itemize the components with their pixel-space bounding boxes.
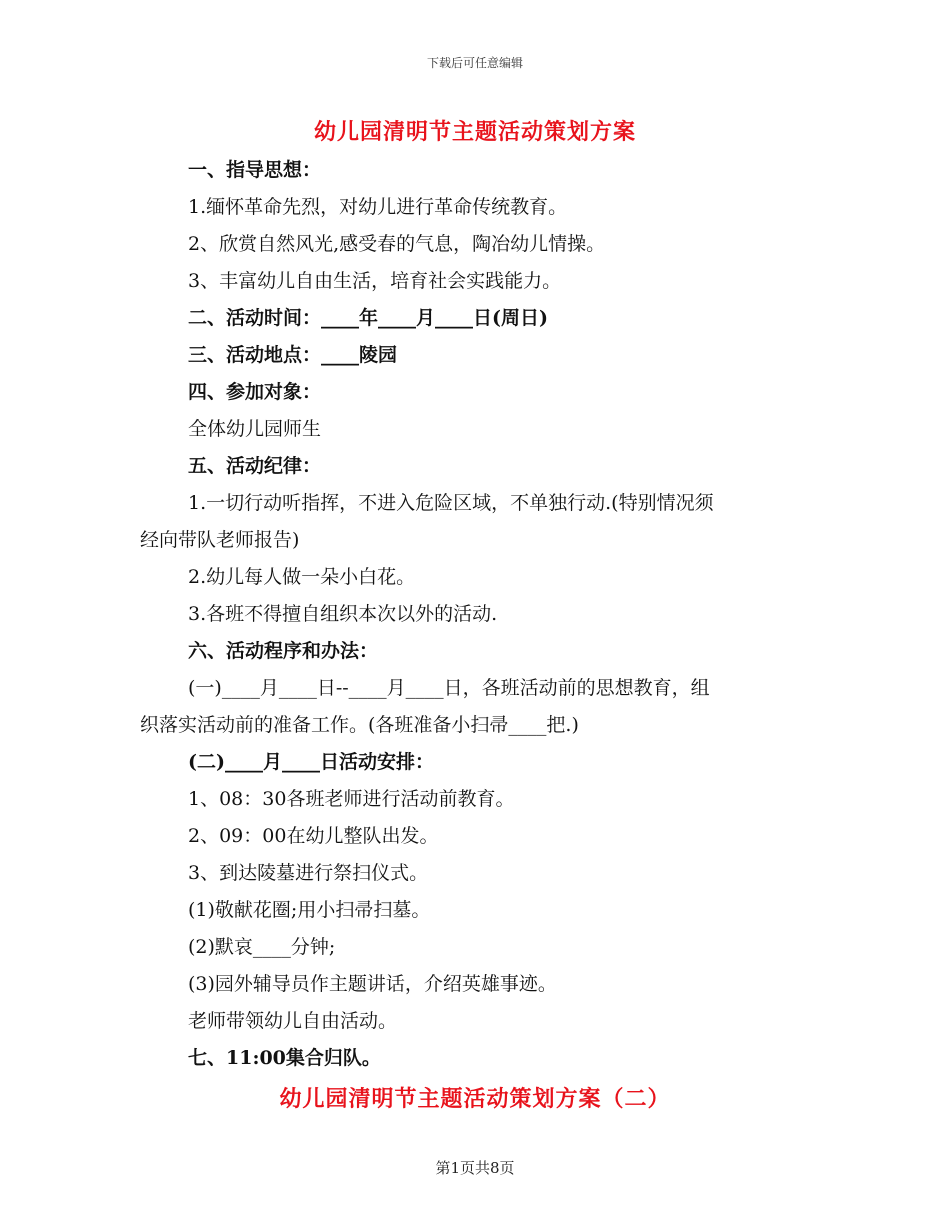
header-note: 下载后可任意编辑 <box>426 56 523 70</box>
paragraph-line: 3、到达陵墓进行祭扫仪式。 <box>188 862 429 884</box>
paragraph-line: 织落实活动前的准备工作。(各班准备小扫帚____把.) <box>140 714 579 736</box>
paragraph-line: 2.幼儿每人做一朵小白花。 <box>188 566 416 588</box>
section-heading-return: 七、11:00集合归队。 <box>188 1047 381 1069</box>
document-title-2: 幼儿园清明节主题活动策划方案（二） <box>279 1086 671 1112</box>
paragraph-wrapped <box>140 675 800 738</box>
document-title: 幼儿园清明节主题活动策划方案 <box>313 119 636 145</box>
paragraph-line: 经向带队老师报告) <box>140 529 300 551</box>
paragraph-line: 全体幼儿园师生 <box>188 418 322 440</box>
paragraph-line: 2、欣赏自然风光,感受春的气息，陶冶幼儿情操。 <box>188 233 606 255</box>
section-heading-participants: 四、参加对象： <box>188 381 322 403</box>
subsection-heading-schedule: (二)____月____日活动安排： <box>188 751 434 773</box>
section-heading-discipline: 五、活动纪律： <box>188 455 322 477</box>
paragraph-line: 1、08：30各班老师进行活动前教育。 <box>188 788 515 810</box>
section-heading-guiding-thought: 一、指导思想： <box>188 159 322 181</box>
paragraph-line: (3)园外辅导员作主题讲话，介绍英雄事迹。 <box>188 973 557 995</box>
paragraph-line: 老师带领幼儿自由活动。 <box>188 1010 398 1032</box>
paragraph-line: 1.一切行动听指挥，不进入危险区域，不单独行动.(特别情况须 <box>188 492 714 514</box>
paragraph-line: 2、09：00在幼儿整队出发。 <box>188 825 439 847</box>
section-heading-procedure: 六、活动程序和办法： <box>188 640 379 662</box>
paragraph-line: (一)____月____日--____月____日，各班活动前的思想教育，组 <box>188 677 710 699</box>
section-heading-time: 二、活动时间：____年____月____日(周日) <box>188 307 548 329</box>
paragraph-line: (2)默哀____分钟; <box>188 936 336 958</box>
page-footer: 第1页共8页 <box>435 1159 515 1177</box>
section-heading-location: 三、活动地点：____陵园 <box>188 344 398 366</box>
paragraph-line: 1.缅怀革命先烈，对幼儿进行革命传统教育。 <box>188 196 568 218</box>
paragraph-line: (1)敬献花圈;用小扫帚扫墓。 <box>188 899 431 921</box>
paragraph-line: 3.各班不得擅自组织本次以外的活动. <box>188 603 498 625</box>
paragraph-wrapped <box>140 490 800 553</box>
paragraph-line: 3、丰富幼儿自由生活，培育社会实践能力。 <box>188 270 562 292</box>
